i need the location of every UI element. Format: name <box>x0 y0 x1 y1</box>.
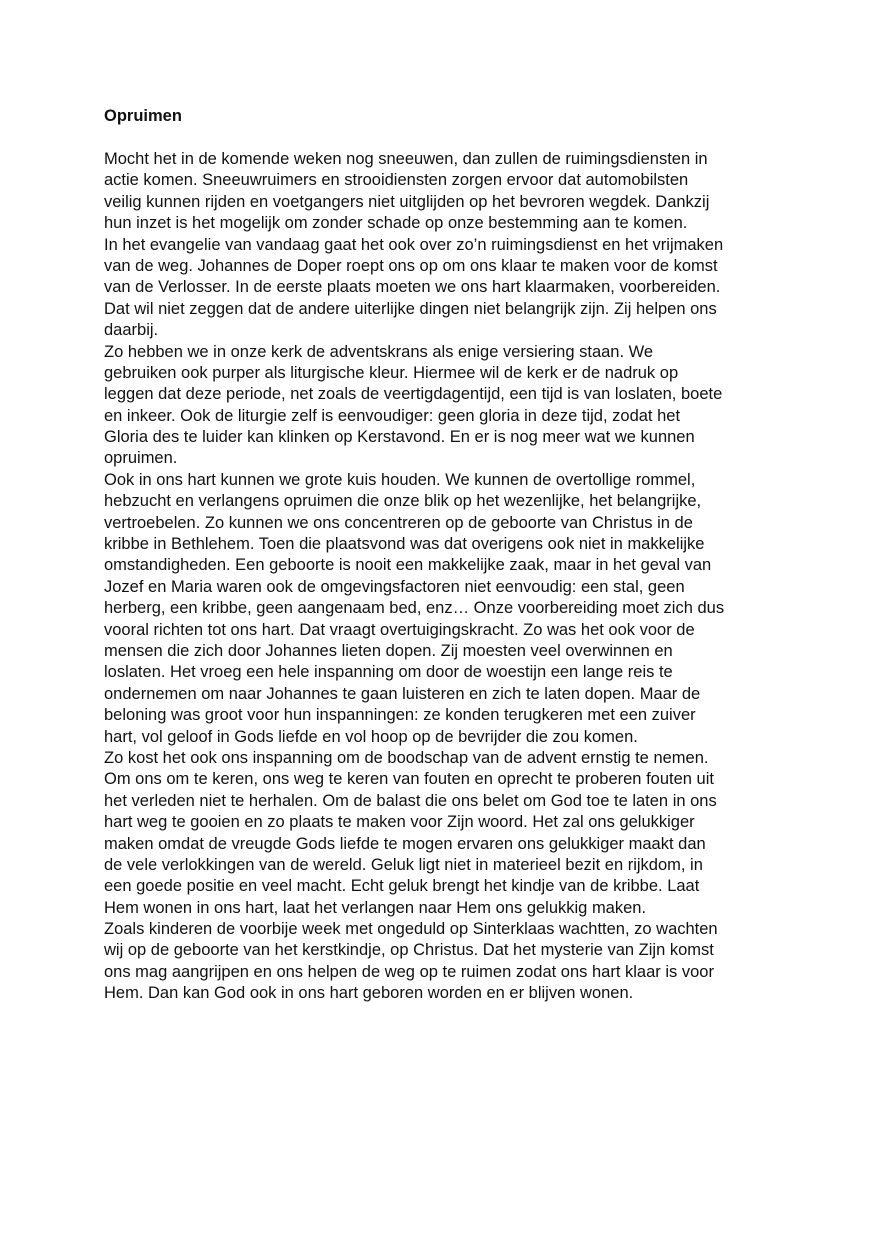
body-text-line: ondernemen om naar Johannes te gaan luisteren en zich te laten dopen. Maar de <box>104 684 701 703</box>
body-text-line: leggen dat deze periode, net zoals de veertigdagentijd, een tijd is van loslaten, boete <box>104 385 723 404</box>
body-text-line: van de Verlosser. In de eerste plaats moeten we ons hart klaarmaken, voorbereiden. <box>104 278 721 297</box>
body-text-line: het verleden niet te herhalen. Om de balast die ons belet om God toe te laten in ons <box>104 791 717 810</box>
body-text-line: opruimen. <box>104 449 178 468</box>
body-text-line: ons mag aangrijpen en ons helpen de weg op te ruimen zodat ons hart klaar is voor <box>104 962 714 981</box>
body-text-line: Zoals kinderen de voorbije week met ongeduld op Sinterklaas wachtten, zo wachten <box>104 920 718 939</box>
body-text-line: Hem. Dan kan God ook in ons hart geboren worden en er blijven wonen. <box>104 984 634 1003</box>
body-text-line: Mocht het in de komende weken nog sneeuwen, dan zullen de ruimingsdiensten in <box>104 150 708 168</box>
document-title: Opruimen <box>104 107 182 125</box>
body-text-line: wij op de geboorte van het kerstkindje, op Christus. Dat het mysterie van Zijn komst <box>104 941 714 960</box>
body-text-line: Ook in ons hart kunnen we grote kuis houden. We kunnen de overtollige rommel, <box>104 470 696 489</box>
body-text-line: herberg, een kribbe, geen aangenaam bed, enz… Onze voorbereiding moet zich dus <box>104 599 725 618</box>
body-text-line: Zo hebben we in onze kerk de adventskrans als enige versiering staan. We <box>104 342 654 361</box>
body-text-line: veilig kunnen rijden en voetgangers niet uitglijden op het bevroren wegdek. Dankzij <box>104 192 710 211</box>
body-text-line: loslaten. Het vroeg een hele inspanning om door de woestijn een lange reis te <box>104 663 673 682</box>
body-text-line: hebzucht en verlangens opruimen die onze blik op het wezenlijke, het belangrijke, <box>104 492 702 511</box>
body-text-line: Dat wil niet zeggen dat de andere uiterlijke dingen niet belangrijk zijn. Zij helpen ons <box>104 299 717 318</box>
body-text-line: omstandigheden. Een geboorte is nooit een makkelijke zaak, maar in het geval van <box>104 556 712 575</box>
body-text-line: Hem wonen in ons hart, laat het verlangen naar Hem ons gelukkig maken. <box>104 898 647 917</box>
body-text-line: de vele verlokkingen van de wereld. Geluk ligt niet in materieel bezit en rijkdom, in <box>104 855 703 874</box>
body-text-line: daarbij. <box>104 321 159 340</box>
body-text-line: vertroebelen. Zo kunnen we ons concentreren op de geboorte van Christus in de <box>104 513 693 532</box>
body-text-line: In het evangelie van vandaag gaat het ook over zo’n ruimingsdienst en het vrijmaken <box>104 235 724 254</box>
document-body <box>104 149 784 1005</box>
body-text-line: Om ons om te keren, ons weg te keren van fouten en oprecht te proberen fouten uit <box>104 770 714 789</box>
body-text-line: actie komen. Sneeuwruimers en strooidiensten zorgen ervoor dat automobilsten <box>104 171 689 190</box>
body-text-line: een goede positie en veel macht. Echt geluk brengt het kindje van de kribbe. Laat <box>104 877 700 896</box>
body-text-line: mensen die zich door Johannes lieten dopen. Zij moesten veel overwinnen en <box>104 641 673 660</box>
body-text-line: hart, vol geloof in Gods liefde en vol hoop op de bevrijder die zou komen. <box>104 727 638 746</box>
body-text-line: van de weg. Johannes de Doper roept ons op om ons klaar te maken voor de komst <box>104 256 718 275</box>
body-text-line: gebruiken ook purper als liturgische kleur. Hiermee wil de kerk er de nadruk op <box>104 363 679 382</box>
body-text-line: hun inzet is het mogelijk om zonder schade op onze bestemming aan te komen. <box>104 214 688 233</box>
body-text-line: kribbe in Bethlehem. Toen die plaatsvond was dat overigens ook niet in makkelijke <box>104 535 705 554</box>
body-text-line: maken omdat de vreugde Gods liefde te mogen ervaren ons gelukkiger maakt dan <box>104 834 706 853</box>
body-text-line: vooral richten tot ons hart. Dat vraagt overtuigingskracht. Zo was het ook voor de <box>104 620 695 639</box>
body-text-line: en inkeer. Ook de liturgie zelf is eenvoudiger: geen gloria in deze tijd, zodat het <box>104 406 681 425</box>
body-text-line: hart weg te gooien en zo plaats te maken voor Zijn woord. Het zal ons gelukkiger <box>104 813 695 832</box>
body-text-line: beloning was groot voor hun inspanningen: ze konden terugkeren met een zuiver <box>104 706 696 725</box>
body-text-line: Zo kost het ook ons inspanning om de boodschap van de advent ernstig te nemen. <box>104 748 709 767</box>
body-text-line: Gloria des te luider kan klinken op Kerstavond. En er is nog meer wat we kunnen <box>104 428 695 447</box>
body-text-line: Jozef en Maria waren ook de omgevingsfactoren niet eenvoudig: een stal, geen <box>104 577 685 596</box>
